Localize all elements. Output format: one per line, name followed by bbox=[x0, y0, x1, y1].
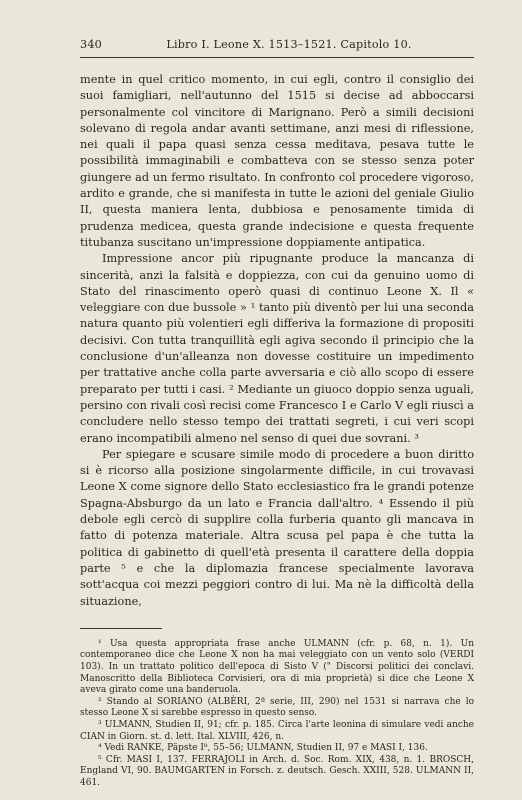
footnotes bbox=[80, 639, 474, 790]
paragraph-3: Per spiegare e scusare simile modo di procedere a buon diritto si è ricorso alla posizione singolarmente difficile, in cui trovavasi Leone X come signore dello Stato ecclesiastico fra le grandi potenze Spagna-Absburgo da un lato e Francia dall'altro. ⁴ Essendo il più debole egli cercò di supplire colla furberia quanto gli mancava in fatto di potenza materiale. Altra scusa pel papa è che tutta la politica di gabinetto di quell'età presenta il carattere della doppia parte ⁵ e che la diplomazia francese specialmente lavorava sott'acqua coi mezzi peggiori contro di lui. Ma nè la difficoltà della situazione, bbox=[80, 447, 474, 608]
running-title: Libro I. Leone X. 1513–1521. Capitolo 10. bbox=[166, 38, 412, 51]
main-text bbox=[80, 72, 474, 610]
footnote-2: ² Stando al SORIANO (ALBÈRI, 2ª serie, III, 290) nel 1531 si narrava che lo stesso Leone X si sarebbe espresso in questo senso. bbox=[80, 696, 474, 719]
footnote-4: ⁴ Vedi RANKE, Päpste I⁸, 55–56; ULMANN, Studien II, 97 e MASI I, 136. bbox=[98, 743, 428, 754]
page-number: 340 bbox=[80, 38, 102, 51]
footnote-1: ¹ Usa questa appropriata frase anche ULMANN (cfr. p. 68, n. 1). Un contemporaneo dice che Leone X non ha mai veleggiato con un vento solo (VERDI 103). In un trattato politico dell'epoca di Sisto V (" Discorsi politici dei conclavi. Manoscritto della Biblioteca Corvisieri, ora di mia proprietà) si dice che Leone X aveva girato come una banderuola. bbox=[80, 638, 474, 696]
running-header bbox=[80, 38, 474, 58]
paragraph-1: mente in quel critico momento, in cui egli, contro il consiglio dei suoi famigliari, nell'autunno del 1515 si decise ad abboccarsi personalmente col vincitore di Marignano. Però a simili decisioni solevano di regola andar avanti settimane, anzi mesi di riflessione, nei quali il papa quasi senza cessa meditava, pesava tutte le possibilità immaginabili e combatteva con se stesso senza poter giungere ad un fermo risultato. In confronto col procedere vigoroso, ardito e grande, che si manifesta in tutte le azioni del geniale Giulio II, questa maniera lenta, dubbiosa e penosamente timida di prudenza medicea, questa grande indecisione e questa frequente titubanza suscitano un'impressione doppiamente antipatica. bbox=[80, 73, 474, 249]
footnote-rule bbox=[80, 628, 162, 629]
footnote-5: ⁵ Cfr. MASI I, 137. FERRAJOLI in Arch. d. Soc. Rom. XIX, 438, n. 1. BROSCH, England VI, 90. BAUMGARTEN in Forsch. z. deutsch. Gesch. XXIII, 528. ULMANN II, 461. bbox=[80, 754, 474, 788]
footnote-3: ³ ULMANN, Studien II, 91; cfr. p. 185. Circa l'arte leonina di simulare vedi anche CIAN in Giorn. st. d. lett. Ital. XLVIII, 426, n. bbox=[80, 719, 474, 742]
paragraph-2: Impressione ancor più ripugnante produce la mancanza di sincerità, anzi la falsità e doppiezza, con cui da genuino uomo di Stato del rinascimento operò quasi di continuo Leone X. Il « veleggiare con due bussole » ¹ tanto più diventò per lui una seconda natura quanto più volentieri egli differiva la formazione di propositi decisivi. Con tutta tranquillità egli agiva secondo il principio che la conclusione d'un'alleanza non dovesse costituire un impedimento per trattative anche colla parte avversaria e ciò allo scopo di essere preparato per tutti i casi. ² Mediante un giuoco doppio senza uguali, persino con rivali così recisi come Francesco I e Carlo V egli riuscì a concludere nello stesso tempo dei trattati segreti, i cui veri scopi erano incompatibili almeno nel senso di quei due sovrani. ³ bbox=[80, 252, 474, 445]
